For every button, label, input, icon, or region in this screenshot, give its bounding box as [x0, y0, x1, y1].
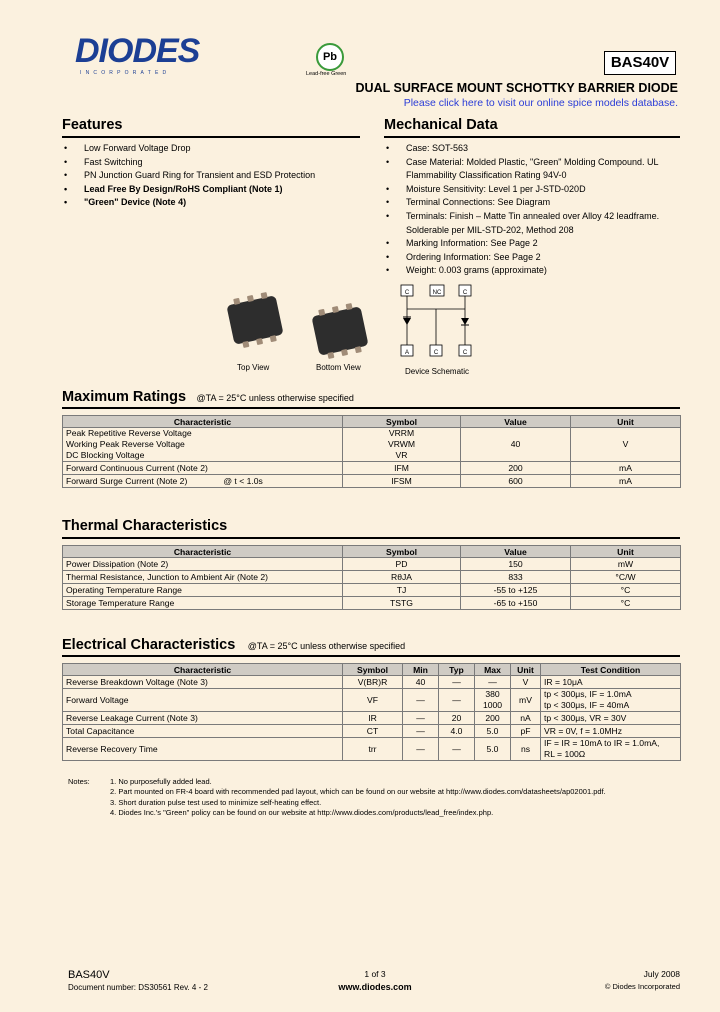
cell-text: 4.0: [450, 725, 463, 736]
pin-label: A: [404, 350, 410, 356]
bottom-view-caption: Bottom View: [316, 363, 361, 372]
table-cell-sym: [343, 597, 461, 610]
feature-item: • Low Forward Voltage Drop: [62, 142, 362, 156]
column-header: Unit: [571, 416, 681, 428]
footer-doc-number: Document number: DS30561 Rev. 4 - 2: [68, 983, 208, 992]
cell-text: °C: [620, 584, 631, 595]
pin-label: C: [404, 290, 410, 296]
table-cell-unit: [571, 462, 681, 475]
column-header: Characteristic: [63, 416, 343, 428]
table-row: [63, 689, 681, 712]
table-cell-min: [403, 712, 439, 725]
bottom-view-package: [311, 306, 368, 356]
footer-website[interactable]: www.diodes.com: [338, 982, 412, 992]
pin-label: NC: [432, 290, 442, 296]
table-cell-min: [403, 725, 439, 738]
electrical-table: [62, 663, 681, 761]
mechanical-item: • Case: SOT-563: [384, 142, 684, 156]
cell-text: -65 to +150: [493, 597, 538, 608]
footer-part: BAS40V: [68, 969, 110, 981]
note-item: 1. No purposefully added lead.: [110, 777, 212, 786]
footer-page: 1 of 3: [364, 969, 386, 979]
table-cell-max: [475, 689, 511, 712]
notes-label: Notes:: [68, 777, 90, 786]
footer-date: July 2008: [643, 969, 680, 979]
table-row: [63, 597, 681, 610]
table-cell-sym: [343, 689, 403, 712]
cell-text: tp < 300μs, IF = 1.0mA tp < 300μs, IF = 40mA: [544, 689, 632, 710]
pin-label: C: [462, 350, 468, 356]
table-cell-char: [63, 676, 343, 689]
cell-text: -55 to +125: [493, 584, 538, 595]
table-cell-char: [63, 725, 343, 738]
cell-text: —: [452, 694, 461, 705]
cell-text: CT: [366, 725, 379, 736]
cell-text: IR = 10μA: [544, 676, 583, 687]
cell-text: Forward Continuous Current (Note 2): [66, 462, 208, 473]
table-cell-min: [403, 676, 439, 689]
table-cell-cond: [541, 689, 681, 712]
table-cell-unit: [511, 676, 541, 689]
table-cell-cond: [541, 676, 681, 689]
table-cell-sym: [343, 584, 461, 597]
lead-free-caption: Lead-free Green: [306, 71, 347, 77]
table-cell-val: [461, 597, 571, 610]
cell-text: 380 1000: [482, 689, 503, 710]
part-number-box: BAS40V: [604, 51, 676, 75]
mechanical-item: • Marking Information: See Page 2: [384, 237, 684, 251]
cell-text: —: [488, 676, 497, 687]
cell-text: VF: [367, 694, 378, 705]
note-item: 3. Short duration pulse test used to minimize self-heating effect.: [110, 797, 322, 807]
cell-text: mA: [619, 475, 632, 486]
table-cell-char: [63, 475, 343, 488]
table-cell-unit: [511, 689, 541, 712]
cell-text: Storage Temperature Range: [66, 597, 175, 608]
cell-text: —: [452, 676, 461, 687]
pin-label: C: [462, 290, 468, 296]
device-schematic: [400, 281, 476, 361]
column-header: Unit: [571, 546, 681, 558]
cell-text: RθJA: [390, 571, 412, 582]
column-header: Value: [461, 416, 571, 428]
feature-item: • "Green" Device (Note 4): [62, 196, 362, 210]
cell-text: IR: [368, 712, 377, 723]
logo-subtitle: INCORPORATED: [80, 70, 171, 76]
feature-item: • Fast Switching: [62, 156, 362, 170]
table-cell-val: [461, 571, 571, 584]
features-heading: Features: [62, 117, 360, 138]
cell-text: 150: [508, 558, 523, 569]
max-ratings-table: [62, 415, 681, 488]
pin-label: C: [433, 350, 439, 356]
table-row: [63, 676, 681, 689]
table-cell-cond: [541, 725, 681, 738]
column-header: Unit: [511, 664, 541, 676]
table-cell-char: [63, 571, 343, 584]
mechanical-heading: Mechanical Data: [384, 117, 680, 138]
cell-text: tp < 300μs, VR = 30V: [544, 712, 627, 723]
table-cell-sym: [343, 475, 461, 488]
table-cell-val: [461, 462, 571, 475]
table-cell-sym: [343, 428, 461, 462]
table-cell-sym: [343, 712, 403, 725]
table-cell-typ: [439, 689, 475, 712]
cell-text: VR = 0V, f = 1.0MHz: [544, 725, 623, 736]
table-row: [63, 558, 681, 571]
cell-text: Forward Voltage: [66, 694, 129, 705]
column-header: Max: [475, 664, 511, 676]
lead-free-icon: Pb: [316, 43, 344, 71]
cell-text: Peak Repetitive Reverse Voltage Working Peak Reverse Voltage DC Blocking Voltage: [66, 428, 192, 460]
mechanical-list: [384, 142, 684, 278]
table-cell-unit: [511, 712, 541, 725]
cell-text: Reverse Leakage Current (Note 3): [66, 712, 198, 723]
table-cell-unit: [571, 475, 681, 488]
note-item: 2. Part mounted on FR-4 board with recommended pad layout, which can be found on our website at http://www.diodes.com/datasheets/ap02001.pdf.: [110, 787, 606, 797]
cell-condition: @ t < 1.0s: [223, 475, 263, 486]
table-cell-val: [461, 428, 571, 462]
cell-text: —: [416, 725, 425, 736]
cell-text: Thermal Resistance, Junction to Ambient Air (Note 2): [66, 571, 269, 582]
document-title: DUAL SURFACE MOUNT SCHOTTKY BARRIER DIODE: [355, 81, 678, 95]
table-cell-char: [63, 689, 343, 712]
top-view-package: [226, 295, 283, 345]
cell-text: 200: [485, 712, 500, 723]
table-cell-sym: [343, 558, 461, 571]
table-cell-typ: [439, 676, 475, 689]
mechanical-item: • Moisture Sensitivity: Level 1 per J-STD-020D: [384, 183, 684, 197]
column-header: Characteristic: [63, 546, 343, 558]
table-row: [63, 725, 681, 738]
table-cell-sym: [343, 462, 461, 475]
table-cell-min: [403, 689, 439, 712]
cell-text: Operating Temperature Range: [66, 584, 182, 595]
table-cell-char: [63, 597, 343, 610]
cell-text: 5.0: [486, 725, 499, 736]
schematic-caption: Device Schematic: [405, 367, 470, 376]
diodes-logo: DIODES: [75, 32, 200, 70]
mechanical-item: • Case Material: Molded Plastic, "Green" Molding Compound. UL Flammability Classification Rating 94V-0: [384, 156, 684, 183]
table-cell-sym: [343, 738, 403, 761]
table-cell-unit: [511, 738, 541, 761]
cell-text: VRRM VRWM VR: [387, 428, 416, 460]
table-cell-min: [403, 738, 439, 761]
cell-text: °C/W: [615, 571, 636, 582]
cell-text: pF: [520, 725, 531, 736]
cell-text: 20: [451, 712, 462, 723]
table-row: [63, 738, 681, 761]
max-ratings-heading: Maximum Ratings @TA = 25°C unless otherwise specified: [62, 388, 680, 409]
column-header: Test Condition: [541, 664, 681, 676]
cell-text: 40: [415, 676, 426, 687]
table-cell-char: [63, 462, 343, 475]
footer-copyright: © Diodes Incorporated: [604, 982, 680, 991]
cell-text: 200: [508, 462, 523, 473]
table-cell-max: [475, 738, 511, 761]
table-cell-sym: [343, 725, 403, 738]
table-cell-unit: [511, 725, 541, 738]
table-cell-char: [63, 558, 343, 571]
table-cell-unit: [571, 597, 681, 610]
cell-text: TJ: [396, 584, 407, 595]
column-header: Value: [461, 546, 571, 558]
table-cell-sym: [343, 676, 403, 689]
table-row: [63, 571, 681, 584]
feature-item: • PN Junction Guard Ring for Transient and ESD Protection: [62, 169, 362, 183]
cell-text: mW: [617, 558, 634, 569]
table-cell-typ: [439, 712, 475, 725]
table-cell-typ: [439, 738, 475, 761]
feature-item: • Lead Free By Design/RoHS Compliant (Note 1): [62, 183, 362, 197]
table-cell-max: [475, 676, 511, 689]
mechanical-item: • Ordering Information: See Page 2: [384, 251, 684, 265]
table-row: [63, 712, 681, 725]
features-list: [62, 142, 362, 210]
cell-text: —: [416, 712, 425, 723]
spice-models-link[interactable]: Please click here to visit our online spice models database.: [403, 97, 678, 109]
table-row: [63, 475, 681, 488]
mechanical-item: • Terminals: Finish – Matte Tin annealed over Alloy 42 leadframe. Solderable per MIL-STD-202, Method 208: [384, 210, 684, 237]
mechanical-item: • Terminal Connections: See Diagram: [384, 196, 684, 210]
table-cell-val: [461, 558, 571, 571]
notes-list: [110, 777, 680, 818]
cell-text: mV: [519, 694, 532, 705]
mechanical-item: • Weight: 0.003 grams (approximate): [384, 264, 684, 278]
note-item: 4. Diodes Inc.'s "Green" policy can be found on our website at http://www.diodes.com/products/lead_free/index.php.: [110, 807, 494, 817]
table-cell-unit: [571, 428, 681, 462]
cell-text: °C: [620, 597, 631, 608]
table-row: [63, 462, 681, 475]
cell-text: —: [452, 743, 461, 754]
cell-text: Reverse Recovery Time: [66, 743, 158, 754]
cell-text: V(BR)R: [357, 676, 388, 687]
cell-text: 833: [508, 571, 523, 582]
table-row: [63, 584, 681, 597]
cell-text: Power Dissipation (Note 2): [66, 558, 169, 569]
cell-text: Reverse Breakdown Voltage (Note 3): [66, 676, 208, 687]
table-cell-cond: [541, 712, 681, 725]
cell-text: PD: [395, 558, 408, 569]
table-cell-sym: [343, 571, 461, 584]
cell-text: —: [416, 743, 425, 754]
cell-text: —: [416, 694, 425, 705]
cell-text: TSTG: [390, 597, 413, 608]
cell-text: Total Capacitance: [66, 725, 135, 736]
cell-text: 600: [508, 475, 523, 486]
column-header: Min: [403, 664, 439, 676]
cell-text: 40: [510, 439, 521, 449]
thermal-heading: Thermal Characteristics: [62, 518, 680, 539]
table-cell-char: [63, 738, 343, 761]
table-cell-typ: [439, 725, 475, 738]
table-cell-unit: [571, 558, 681, 571]
cell-text: V: [622, 439, 629, 449]
table-cell-val: [461, 584, 571, 597]
table-cell-char: [63, 428, 343, 462]
table-row: [63, 428, 681, 462]
table-cell-max: [475, 712, 511, 725]
cell-text: mA: [619, 462, 632, 473]
thermal-table: [62, 545, 681, 610]
cell-text: V: [522, 676, 529, 687]
cell-text: IF = IR = 10mA to IR = 1.0mA, RL = 100Ω: [544, 738, 660, 759]
electrical-heading: Electrical Characteristics @TA = 25°C unless otherwise specified: [62, 636, 680, 657]
cell-text: 5.0: [486, 743, 499, 754]
column-header: Symbol: [343, 546, 461, 558]
column-header: Symbol: [343, 416, 461, 428]
table-cell-max: [475, 725, 511, 738]
table-cell-unit: [571, 571, 681, 584]
table-cell-char: [63, 712, 343, 725]
column-header: Typ: [439, 664, 475, 676]
cell-text: Forward Surge Current (Note 2): [66, 475, 188, 486]
table-cell-cond: [541, 738, 681, 761]
column-header: Symbol: [343, 664, 403, 676]
cell-text: IFSM: [391, 475, 412, 486]
table-cell-char: [63, 584, 343, 597]
cell-text: IFM: [394, 462, 409, 473]
top-view-caption: Top View: [237, 363, 270, 372]
cell-text: ns: [520, 743, 531, 754]
table-cell-val: [461, 475, 571, 488]
cell-text: trr: [368, 743, 377, 754]
column-header: Characteristic: [63, 664, 343, 676]
table-cell-unit: [571, 584, 681, 597]
cell-text: nA: [520, 712, 531, 723]
